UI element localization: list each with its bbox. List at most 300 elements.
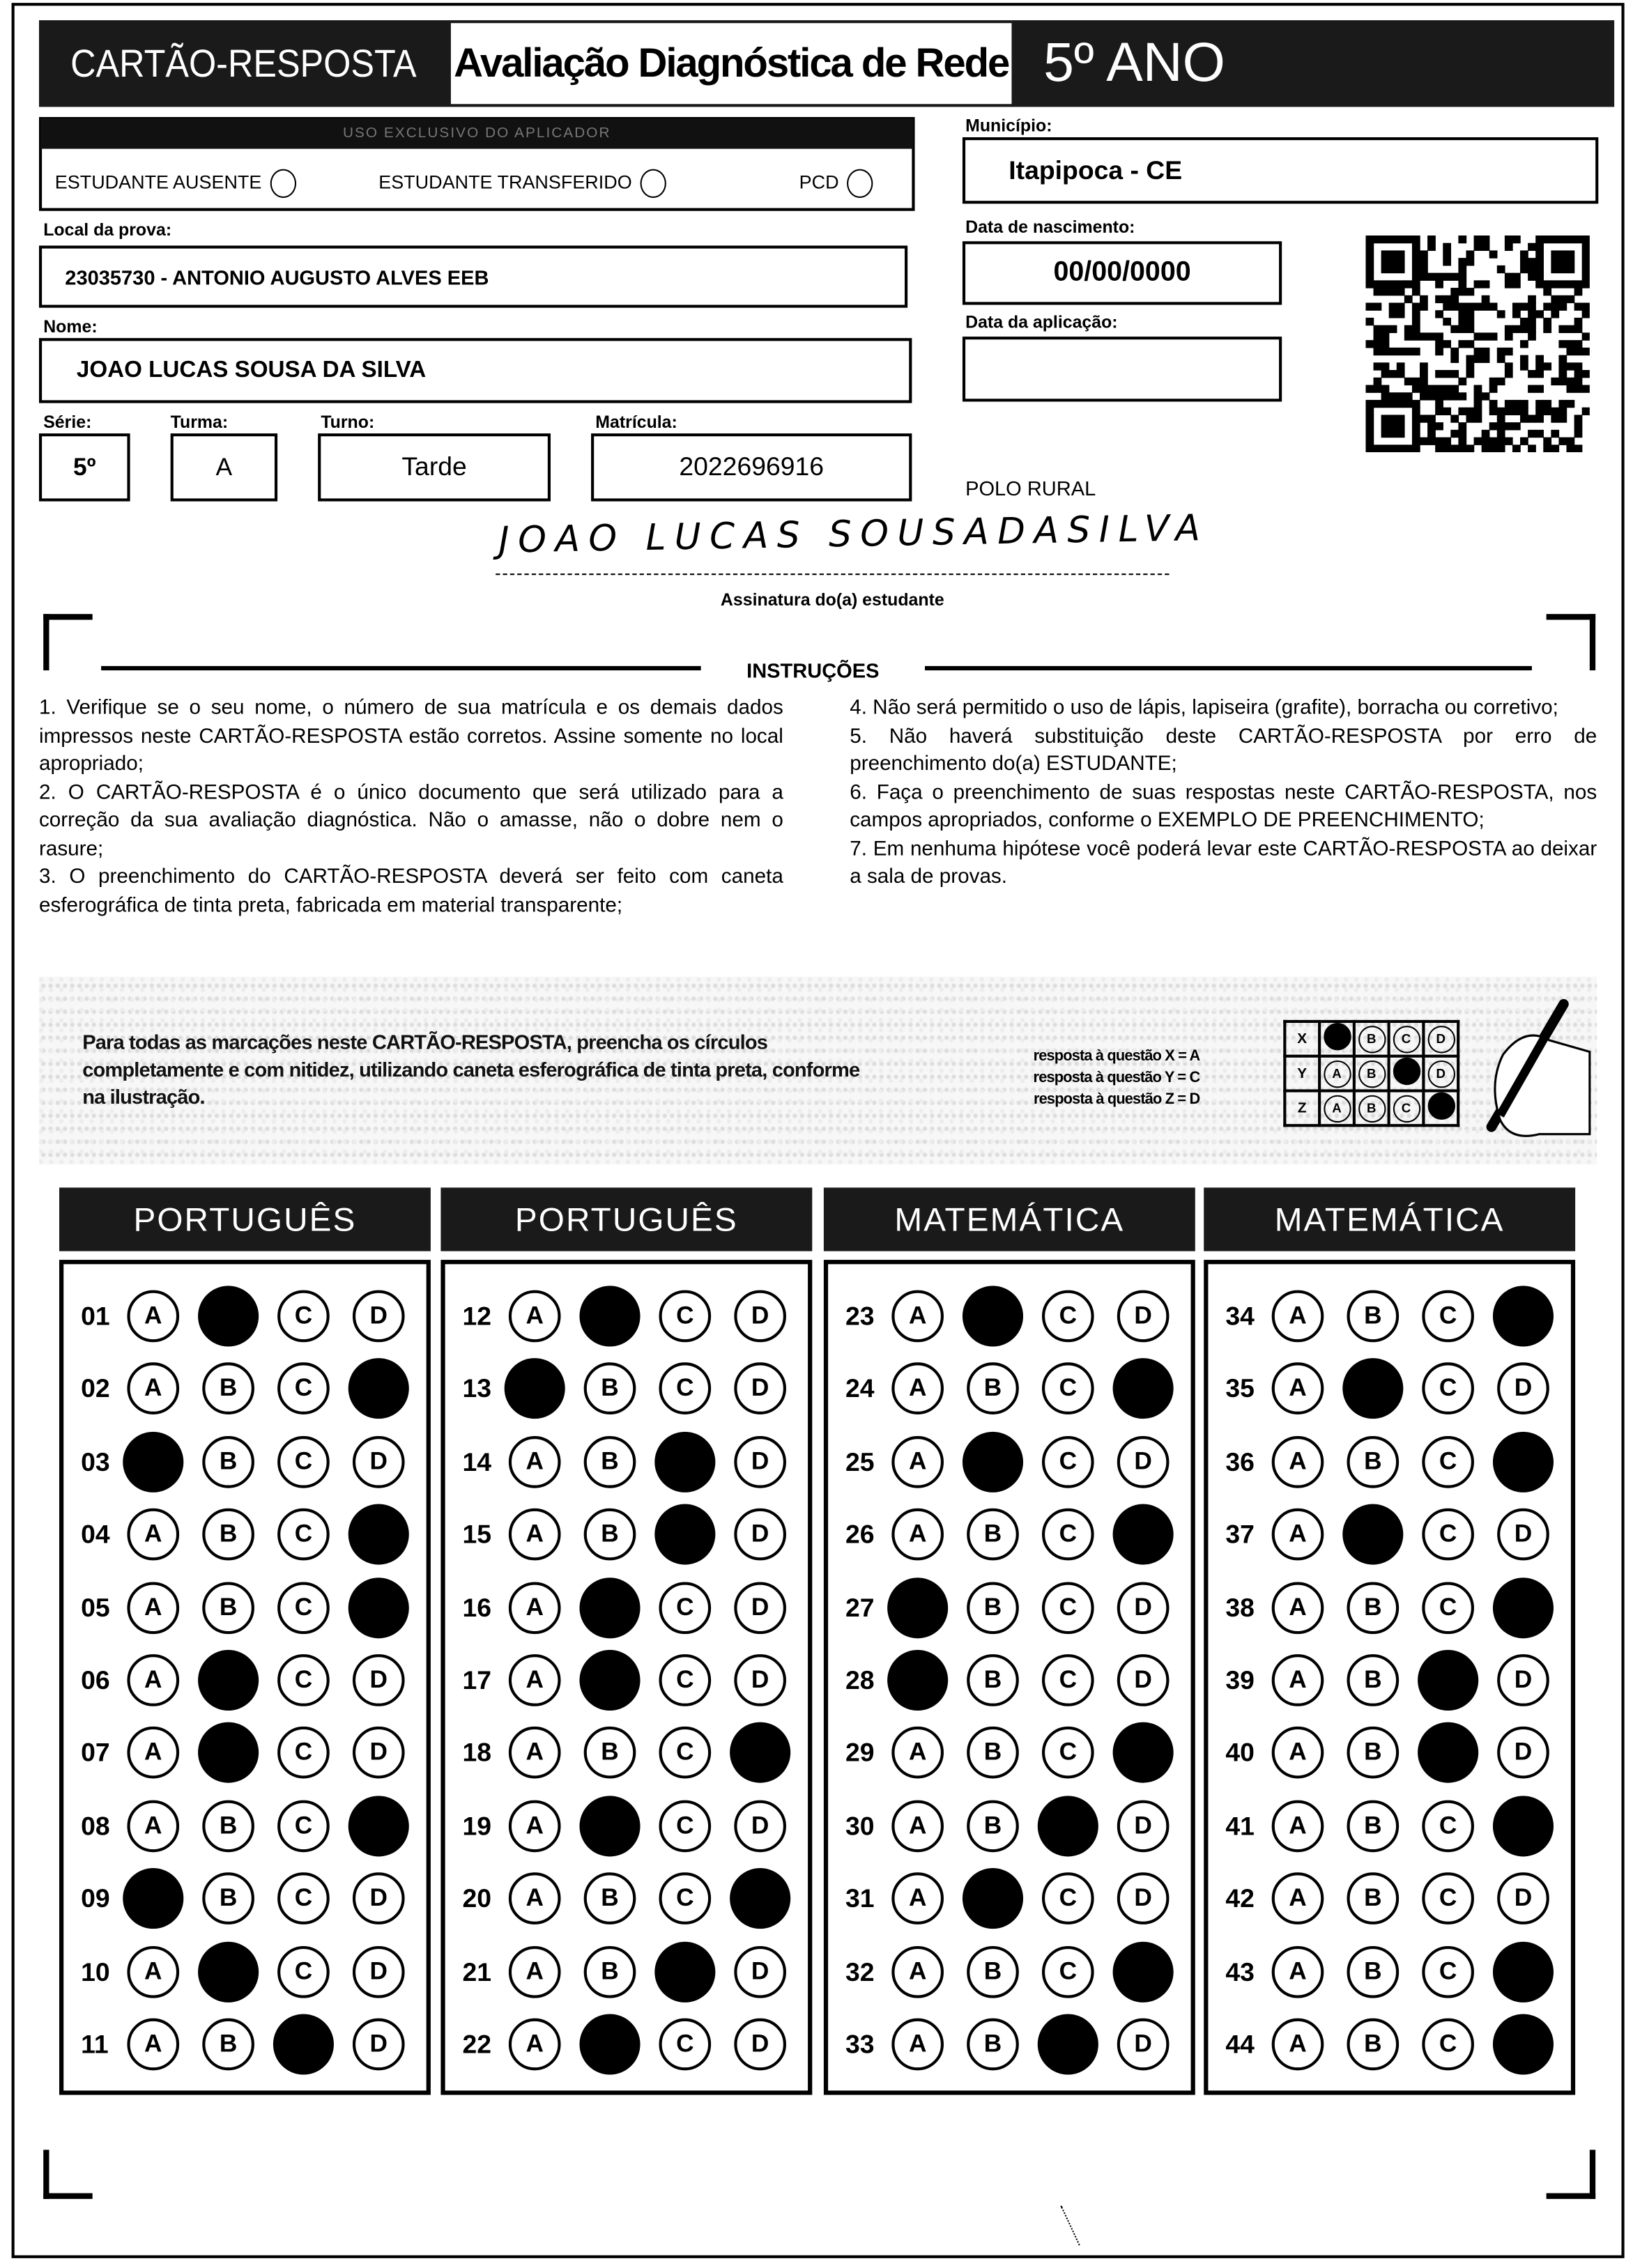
question-number: 11 <box>81 2030 109 2059</box>
answer-bubble-a[interactable]: A <box>127 2019 179 2071</box>
question-row <box>63 1873 426 1931</box>
answer-bubble-a[interactable] <box>123 1431 183 1492</box>
answer-bubble-d[interactable]: D <box>734 1436 786 1488</box>
answer-bubble-d[interactable]: D <box>734 1582 786 1634</box>
answer-bubble-a[interactable]: A <box>1272 1727 1324 1780</box>
answer-bubble-d[interactable]: D <box>1117 1800 1170 1852</box>
example-cell <box>1319 1021 1354 1056</box>
answer-bubble-b[interactable] <box>963 1431 1023 1492</box>
answer-bubble-b[interactable] <box>579 1650 640 1711</box>
answer-bubble-c[interactable]: C <box>659 1290 712 1343</box>
transferred-label: ESTUDANTE TRANSFERIDO <box>378 171 632 193</box>
answer-bubble-a[interactable]: A <box>127 1654 179 1706</box>
answer-bubble-d[interactable]: D <box>1117 1654 1170 1706</box>
answer-bubble-d[interactable]: D <box>1117 1436 1170 1488</box>
answer-bubble-d[interactable]: D <box>1497 1727 1549 1780</box>
instructions-title: INSTRUÇÕES <box>746 658 880 682</box>
answer-bubble-c[interactable]: C <box>659 1800 712 1852</box>
answer-bubble-d[interactable]: D <box>734 2019 786 2071</box>
answer-bubble-d[interactable]: D <box>734 1363 786 1415</box>
answer-bubble-b[interactable]: B <box>202 1800 254 1852</box>
example-row <box>1285 1056 1458 1091</box>
answer-bubble-c[interactable]: C <box>277 1945 330 1998</box>
answer-bubble-b[interactable]: B <box>584 1945 636 1998</box>
answer-bubble-b[interactable]: B <box>967 1363 1019 1415</box>
answer-bubble-c[interactable]: C <box>1422 1290 1474 1343</box>
answer-bubble-a[interactable]: A <box>509 1436 561 1488</box>
answer-bubble-a[interactable]: A <box>891 1436 944 1488</box>
answer-bubble-c[interactable]: C <box>277 1800 330 1852</box>
example-cell <box>1389 1021 1424 1056</box>
answer-bubble-b[interactable] <box>963 1868 1023 1929</box>
answer-bubble-b[interactable]: B <box>584 1509 636 1561</box>
question-number: 01 <box>81 1302 110 1331</box>
answer-bubble-d[interactable]: D <box>734 1290 786 1343</box>
answer-bubble-c[interactable]: C <box>1422 2019 1474 2071</box>
answer-bubble-c[interactable]: C <box>1042 1509 1094 1561</box>
turno-field: Tarde <box>318 433 551 501</box>
instruction-item: 4. Não será permitido o uso de lápis, lapiseira (grafite), borracha ou corretivo; <box>850 696 1558 720</box>
question-row <box>63 1654 426 1712</box>
question-row <box>1208 1873 1570 1931</box>
answer-bubble-b[interactable]: B <box>1347 1945 1400 1998</box>
question-number: 28 <box>845 1665 875 1695</box>
applicator-title: USO EXCLUSIVO DO APLICADOR <box>40 118 913 149</box>
answer-bubble-b[interactable]: B <box>1347 1873 1400 1925</box>
answer-bubble-d[interactable] <box>348 1577 409 1637</box>
answer-bubble-a[interactable]: A <box>891 1290 944 1343</box>
question-row <box>828 1290 1190 1348</box>
question-row <box>445 1436 808 1494</box>
transferred-option[interactable] <box>378 169 666 198</box>
answer-bubble-c[interactable]: C <box>1422 1800 1474 1852</box>
example-text: Para todas as marcações neste CARTÃO-RESPOSTA, preencha os círculos completamente e com nitidez, utilizando caneta esferográfica de tinta preta, conforme na ilustração. <box>82 1030 860 1109</box>
answer-bubble-c[interactable]: C <box>1422 1873 1474 1925</box>
answer-bubble-d[interactable] <box>348 1796 409 1856</box>
instruction-item: 3. O preenchimento do CARTÃO-RESPOSTA deverá ser feito com caneta esferográfica de tinta preta, fabricada em material transparente; <box>38 865 783 917</box>
section-title: PORTUGUÊS <box>59 1187 431 1251</box>
serie-label: Série: <box>43 411 92 432</box>
answer-bubble-a[interactable]: A <box>1272 2019 1324 2071</box>
section-title: MATEMÁTICA <box>1204 1187 1575 1251</box>
answer-bubble-a[interactable]: A <box>127 1945 179 1998</box>
answer-bubble-b[interactable]: B <box>202 1363 254 1415</box>
answer-bubble-d[interactable]: D <box>353 1436 405 1488</box>
answer-bubble-c[interactable]: C <box>1042 1654 1094 1706</box>
absent-option[interactable] <box>55 169 296 198</box>
example-bubble: C <box>1393 1095 1420 1122</box>
answer-bubble-d[interactable] <box>1493 2014 1554 2074</box>
answer-bubble-c[interactable] <box>654 1431 715 1492</box>
answer-bubble-c[interactable]: C <box>277 1509 330 1561</box>
local-field: 23035730 - ANTONIO AUGUSTO ALVES EEB <box>39 245 907 307</box>
answer-bubble-d[interactable]: D <box>353 1290 405 1343</box>
answer-grid <box>59 1260 431 2095</box>
answer-bubble-d[interactable] <box>1493 1796 1554 1856</box>
answer-bubble-a[interactable]: A <box>509 1509 561 1561</box>
answer-bubble-b[interactable]: B <box>967 1582 1019 1634</box>
question-row <box>63 1727 426 1785</box>
question-number: 03 <box>81 1447 110 1476</box>
instruction-item: 5. Não haverá substituição deste CARTÃO-RESPOSTA por erro de preenchimento do(a) ESTUDANTE; <box>850 724 1597 776</box>
example-line: resposta à questão Y = C <box>1033 1069 1200 1087</box>
answer-bubble-d[interactable]: D <box>1497 1509 1549 1561</box>
answer-bubble-b[interactable]: B <box>1347 1582 1400 1634</box>
question-row <box>445 1654 808 1712</box>
question-row <box>63 1363 426 1421</box>
answer-bubble-c[interactable]: C <box>1042 1290 1094 1343</box>
question-row <box>445 1727 808 1785</box>
example-bubble <box>1323 1023 1350 1050</box>
answer-bubble-a[interactable]: A <box>127 1509 179 1561</box>
question-row <box>445 1582 808 1640</box>
answer-bubble-c[interactable]: C <box>659 1873 712 1925</box>
answer-bubble-a[interactable]: A <box>1272 1509 1324 1561</box>
answer-bubble-a[interactable]: A <box>127 1800 179 1852</box>
answer-bubble-d[interactable]: D <box>1497 1873 1549 1925</box>
answer-bubble-a[interactable]: A <box>891 1873 944 1925</box>
answer-bubble-a[interactable]: A <box>127 1582 179 1634</box>
example-question-label: Y <box>1285 1056 1319 1091</box>
answer-bubble-d[interactable]: D <box>734 1945 786 1998</box>
answer-bubble-d[interactable] <box>1113 1722 1174 1783</box>
question-row <box>445 1945 808 2003</box>
answer-bubble-d[interactable] <box>1493 1431 1554 1492</box>
answer-bubble-b[interactable]: B <box>1347 1727 1400 1780</box>
polo-label: POLO RURAL <box>965 477 1096 500</box>
question-number: 29 <box>845 1738 875 1768</box>
answer-bubble-b[interactable]: B <box>584 1363 636 1415</box>
example-cell <box>1319 1090 1354 1125</box>
municipio-field: Itapipoca - CE <box>963 137 1598 203</box>
answer-bubble-a[interactable]: A <box>1272 1873 1324 1925</box>
answer-bubble-c[interactable]: C <box>659 1363 712 1415</box>
signature-label: Assinatura do(a) estudante <box>720 589 944 610</box>
answer-bubble-a[interactable]: A <box>1272 1945 1324 1998</box>
answer-bubble-a[interactable]: A <box>509 1727 561 1780</box>
question-number: 08 <box>81 1811 110 1841</box>
answer-bubble-d[interactable]: D <box>1117 1582 1170 1634</box>
absent-bubble[interactable] <box>270 169 296 198</box>
answer-bubble-a[interactable]: A <box>127 1727 179 1780</box>
answer-bubble-a[interactable] <box>123 1868 183 1929</box>
question-number: 17 <box>462 1665 492 1695</box>
answer-bubble-c[interactable]: C <box>1042 1945 1094 1998</box>
example-row <box>1285 1090 1458 1125</box>
example-bubble <box>1393 1058 1420 1085</box>
answer-bubble-b[interactable]: B <box>967 2019 1019 2071</box>
answer-bubble-b[interactable] <box>579 1577 640 1637</box>
question-number: 05 <box>81 1593 110 1622</box>
answer-bubble-d[interactable]: D <box>734 1800 786 1852</box>
corner-mark <box>1547 2150 1595 2198</box>
example-line: resposta à questão X = A <box>1033 1047 1200 1065</box>
answer-bubble-b[interactable]: B <box>584 1873 636 1925</box>
example-question-label: X <box>1285 1021 1319 1056</box>
question-row <box>1208 1727 1570 1785</box>
answer-bubble-b[interactable]: B <box>967 1800 1019 1852</box>
transferred-bubble[interactable] <box>641 169 666 198</box>
answer-bubble-b[interactable]: B <box>202 1436 254 1488</box>
answer-bubble-c[interactable]: C <box>1042 1582 1094 1634</box>
answer-bubble-a[interactable]: A <box>1272 1582 1324 1634</box>
answer-bubble-a[interactable]: A <box>509 1582 561 1634</box>
absent-label: ESTUDANTE AUSENTE <box>54 171 262 193</box>
answer-bubble-a[interactable]: A <box>891 1363 944 1415</box>
answer-bubble-c[interactable]: C <box>659 1582 712 1634</box>
answer-bubble-a[interactable] <box>887 1577 948 1637</box>
turma-label: Turma: <box>170 411 229 432</box>
answer-bubble-c[interactable]: C <box>1422 1509 1474 1561</box>
answer-bubble-a[interactable]: A <box>509 1800 561 1852</box>
divider <box>101 666 701 670</box>
corner-mark <box>43 2150 92 2198</box>
question-row <box>828 1654 1190 1712</box>
question-row <box>1208 1800 1570 1858</box>
example-cell <box>1354 1021 1389 1056</box>
answer-bubble-c[interactable]: C <box>659 1654 712 1706</box>
answer-grid <box>824 1260 1195 2095</box>
question-row <box>1208 1290 1570 1348</box>
answer-bubble-c[interactable]: C <box>1042 1436 1094 1488</box>
question-number: 38 <box>1225 1593 1255 1622</box>
answer-bubble-b[interactable]: B <box>202 1582 254 1634</box>
answer-bubble-a[interactable]: A <box>509 1945 561 1998</box>
question-number: 32 <box>845 1957 875 1987</box>
corner-mark <box>43 614 92 670</box>
answer-bubble-a[interactable]: A <box>509 1290 561 1343</box>
answer-bubble-b[interactable]: B <box>967 1654 1019 1706</box>
example-bubble: D <box>1427 1025 1455 1052</box>
question-number: 26 <box>845 1520 875 1550</box>
answer-bubble-b[interactable] <box>1342 1359 1403 1419</box>
question-number: 24 <box>845 1374 875 1404</box>
answer-bubble-b[interactable]: B <box>584 1436 636 1488</box>
answer-bubble-c[interactable] <box>654 1504 715 1565</box>
answer-bubble-a[interactable]: A <box>891 2019 944 2071</box>
question-row <box>445 1363 808 1421</box>
answer-bubble-a[interactable] <box>505 1359 565 1419</box>
answer-bubble-b[interactable]: B <box>1347 1654 1400 1706</box>
example-bubble: A <box>1323 1060 1350 1087</box>
question-row <box>828 1436 1190 1494</box>
example-cell <box>1423 1021 1458 1056</box>
answer-bubble-a[interactable]: A <box>1272 1800 1324 1852</box>
example-row <box>1285 1021 1458 1056</box>
answer-bubble-d[interactable] <box>1113 1941 1174 2002</box>
answer-bubble-b[interactable]: B <box>202 1509 254 1561</box>
answer-bubble-d[interactable] <box>348 1359 409 1419</box>
answer-bubble-d[interactable]: D <box>1117 1290 1170 1343</box>
header-left-title: CARTÃO-RESPOSTA <box>70 41 417 85</box>
answer-bubble-a[interactable]: A <box>891 1945 944 1998</box>
pcd-option[interactable] <box>799 169 874 198</box>
answer-bubble-c[interactable] <box>1418 1722 1478 1783</box>
answer-bubble-a[interactable]: A <box>1272 1436 1324 1488</box>
answer-bubble-b[interactable] <box>963 1286 1023 1346</box>
question-row <box>1208 1436 1570 1494</box>
instructions-left <box>39 695 783 920</box>
answer-bubble-a[interactable]: A <box>1272 1363 1324 1415</box>
header-center-title: Avaliação Diagnóstica de Rede <box>451 23 1012 104</box>
answer-bubble-b[interactable] <box>579 1796 640 1856</box>
answer-bubble-c[interactable]: C <box>277 1363 330 1415</box>
answer-bubble-c[interactable]: C <box>1042 1363 1094 1415</box>
example-cell <box>1423 1056 1458 1091</box>
answer-bubble-a[interactable]: A <box>509 1873 561 1925</box>
answer-bubble-a[interactable]: A <box>1272 1654 1324 1706</box>
example-cell <box>1389 1056 1424 1091</box>
answer-bubble-b[interactable] <box>198 1650 259 1711</box>
question-row <box>63 1509 426 1566</box>
answer-bubble-a[interactable]: A <box>509 2019 561 2071</box>
answer-bubble-d[interactable] <box>1493 1577 1554 1637</box>
answer-bubble-c[interactable]: C <box>277 1727 330 1780</box>
answer-bubble-d[interactable]: D <box>1117 1873 1170 1925</box>
answer-bubble-d[interactable] <box>1493 1286 1554 1346</box>
question-row <box>828 1800 1190 1858</box>
answer-bubble-b[interactable]: B <box>1347 1436 1400 1488</box>
question-row <box>1208 1509 1570 1566</box>
answer-bubble-c[interactable] <box>273 2014 334 2074</box>
answer-bubble-b[interactable]: B <box>967 1727 1019 1780</box>
answer-bubble-d[interactable]: D <box>734 1654 786 1706</box>
answer-bubble-b[interactable]: B <box>584 1727 636 1780</box>
answer-bubble-d[interactable]: D <box>1497 1363 1549 1415</box>
question-number: 15 <box>462 1520 492 1550</box>
handwritten-signature: JOAO LUCAS SOUSADASILVA <box>498 507 1209 562</box>
answer-bubble-c[interactable] <box>1418 1650 1478 1711</box>
question-number: 16 <box>462 1593 492 1622</box>
answer-bubble-c[interactable] <box>1038 2014 1098 2074</box>
answer-bubble-a[interactable]: A <box>891 1509 944 1561</box>
answer-bubble-c[interactable]: C <box>277 1436 330 1488</box>
answer-bubble-a[interactable] <box>887 1650 948 1711</box>
question-row <box>1208 1654 1570 1712</box>
answer-bubble-a[interactable]: A <box>127 1363 179 1415</box>
answer-bubble-d[interactable]: D <box>353 2019 405 2071</box>
aplicacao-field <box>963 337 1282 401</box>
question-row <box>63 1290 426 1348</box>
answer-bubble-c[interactable]: C <box>1042 1873 1094 1925</box>
question-number: 42 <box>1225 1884 1255 1913</box>
serie-field: 5º <box>39 433 130 501</box>
answer-bubble-b[interactable]: B <box>967 1509 1019 1561</box>
answer-bubble-a[interactable]: A <box>891 1727 944 1780</box>
answer-bubble-a[interactable]: A <box>1272 1290 1324 1343</box>
qr-code <box>1365 236 1589 452</box>
section-title: PORTUGUÊS <box>440 1187 812 1251</box>
question-number: 06 <box>81 1665 110 1695</box>
answer-bubble-c[interactable]: C <box>1422 1363 1474 1415</box>
answer-bubble-d[interactable] <box>348 1504 409 1565</box>
instruction-item: 6. Faça o preenchimento de suas respostas neste CARTÃO-RESPOSTA, nos campos apropriados, conforme o EXEMPLO DE PREENCHIMENTO; <box>850 780 1597 833</box>
question-number: 31 <box>845 1884 875 1913</box>
nome-label: Nome: <box>43 316 98 337</box>
question-row <box>828 1873 1190 1931</box>
answer-bubble-c[interactable] <box>654 1941 715 2002</box>
question-row <box>63 2019 426 2076</box>
question-number: 18 <box>462 1738 492 1768</box>
answer-bubble-c[interactable]: C <box>277 1654 330 1706</box>
example-cell <box>1354 1090 1389 1125</box>
answer-bubble-b[interactable] <box>579 1286 640 1346</box>
question-row <box>63 1582 426 1640</box>
answer-bubble-d[interactable] <box>1113 1359 1174 1419</box>
answer-bubble-d[interactable] <box>1113 1504 1174 1565</box>
answer-bubble-a[interactable]: A <box>509 1654 561 1706</box>
question-row <box>445 1290 808 1348</box>
matricula-field: 2022696916 <box>591 433 912 501</box>
answer-bubble-c[interactable]: C <box>659 2019 712 2071</box>
answer-bubble-c[interactable]: C <box>277 1290 330 1343</box>
answer-bubble-b[interactable] <box>1342 1504 1403 1565</box>
answer-bubble-b[interactable] <box>198 1941 259 2002</box>
question-number: 25 <box>845 1447 875 1476</box>
pcd-bubble[interactable] <box>848 169 873 198</box>
answer-bubble-c[interactable]: C <box>277 1582 330 1634</box>
example-bubble: B <box>1358 1095 1385 1122</box>
answer-bubble-c[interactable]: C <box>1042 1727 1094 1780</box>
question-number: 36 <box>1225 1447 1255 1476</box>
answer-bubble-d[interactable] <box>1493 1941 1554 2002</box>
answer-bubble-a[interactable]: A <box>891 1800 944 1852</box>
answer-bubble-b[interactable]: B <box>1347 1290 1400 1343</box>
answer-bubble-d[interactable]: D <box>353 1873 405 1925</box>
answer-bubble-a[interactable]: A <box>127 1290 179 1343</box>
answer-bubble-c[interactable] <box>1038 1796 1098 1856</box>
question-row <box>1208 1945 1570 2003</box>
answer-bubble-b[interactable] <box>198 1286 259 1346</box>
question-row <box>828 1363 1190 1421</box>
answer-grid <box>1204 1260 1575 2095</box>
answer-bubble-b[interactable]: B <box>967 1945 1019 1998</box>
answer-bubble-b[interactable]: B <box>202 1873 254 1925</box>
answer-bubble-d[interactable]: D <box>734 1509 786 1561</box>
answer-bubble-d[interactable]: D <box>353 1654 405 1706</box>
question-row <box>445 1509 808 1566</box>
question-row <box>63 1436 426 1494</box>
answer-bubble-d[interactable] <box>730 1722 790 1783</box>
answer-bubble-b[interactable] <box>579 2014 640 2074</box>
question-row <box>828 2019 1190 2076</box>
answer-bubble-d[interactable]: D <box>353 1945 405 1998</box>
question-number: 21 <box>462 1957 492 1987</box>
question-number: 33 <box>845 2030 875 2059</box>
answer-bubble-d[interactable]: D <box>1497 1654 1549 1706</box>
answer-bubble-b[interactable]: B <box>202 2019 254 2071</box>
question-row <box>1208 2019 1570 2076</box>
question-number: 23 <box>845 1302 875 1331</box>
answer-bubble-b[interactable]: B <box>1347 1800 1400 1852</box>
answer-bubble-b[interactable] <box>198 1722 259 1783</box>
answer-bubble-c[interactable]: C <box>277 1873 330 1925</box>
local-label: Local da prova: <box>43 219 172 240</box>
example-cell <box>1389 1090 1424 1125</box>
answer-bubble-d[interactable]: D <box>1117 2019 1170 2071</box>
answer-bubble-d[interactable] <box>730 1868 790 1929</box>
nascimento-field: 00/00/0000 <box>963 241 1282 304</box>
answer-bubble-c[interactable]: C <box>1422 1945 1474 1998</box>
question-number: 19 <box>462 1811 492 1841</box>
answer-bubble-b[interactable]: B <box>1347 2019 1400 2071</box>
answer-bubble-c[interactable]: C <box>1422 1436 1474 1488</box>
answer-bubble-d[interactable]: D <box>353 1727 405 1780</box>
answer-bubble-c[interactable]: C <box>659 1727 712 1780</box>
question-row <box>63 1945 426 2003</box>
answer-bubble-c[interactable]: C <box>1422 1582 1474 1634</box>
example-bubble: D <box>1427 1060 1455 1087</box>
